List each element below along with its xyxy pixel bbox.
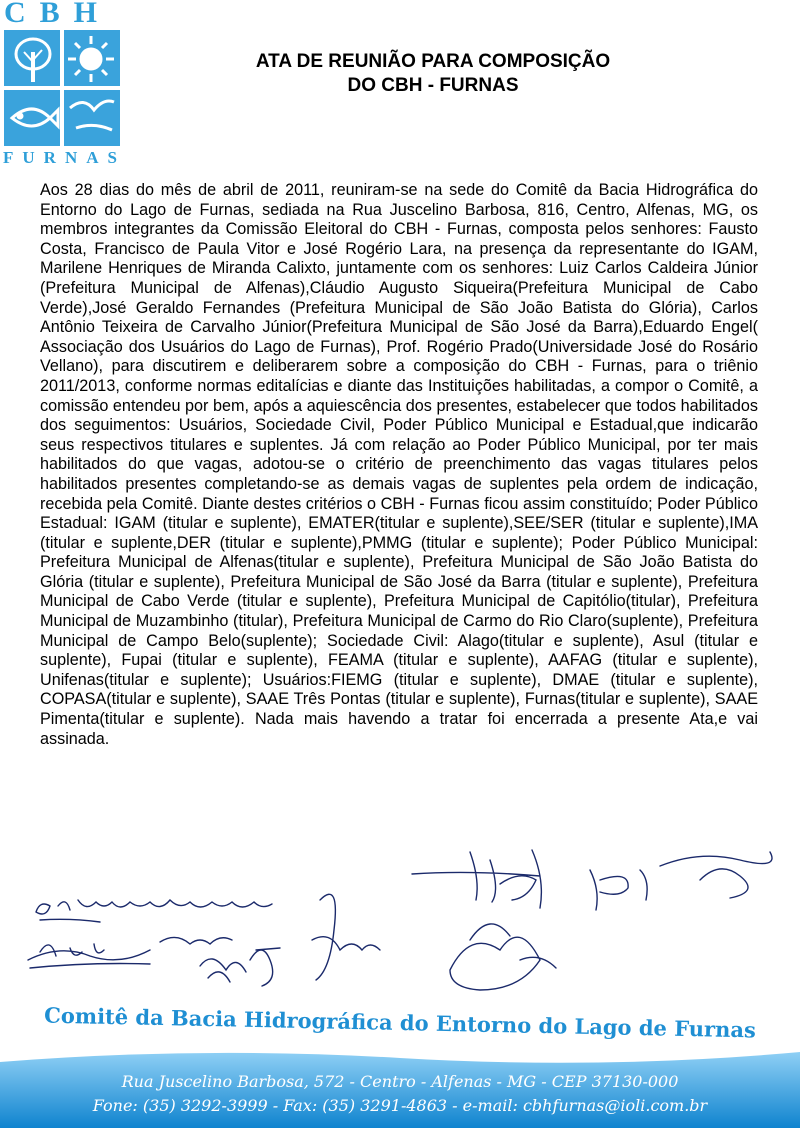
committee-name-heading: Comitê da Bacia Hidrográfica do Entorno do Lago de Furnas bbox=[43, 1002, 757, 1043]
footer-address: Rua Juscelino Barbosa, 572 - Centro - Alfenas - MG - CEP 37130-000 bbox=[121, 1072, 679, 1091]
signature-6 bbox=[250, 948, 280, 986]
cbh-furnas-logo bbox=[2, 0, 126, 168]
logo-bottom-letters: FURNAS bbox=[3, 148, 126, 167]
title-line-1: ATA DE REUNIÃO PARA COMPOSIÇÃO bbox=[255, 51, 611, 72]
document-title bbox=[200, 50, 666, 98]
footer-contact: Fone: (35) 3292-3999 - Fax: (35) 3291-4863 - e-mail: cbhfurnas@ioli.com.br bbox=[92, 1096, 708, 1115]
logo-emblem-graphic bbox=[4, 30, 120, 146]
signature-2 bbox=[590, 852, 772, 910]
signature-1 bbox=[412, 850, 541, 908]
signatures-area bbox=[0, 840, 800, 1010]
signature-3 bbox=[36, 900, 272, 922]
logo-top-letters: CBH bbox=[4, 0, 112, 29]
signature-8 bbox=[450, 924, 556, 990]
signature-4 bbox=[28, 944, 150, 968]
minutes-body-text: Aos 28 dias do mês de abril de 2011, reuniram-se na sede do Comitê da Bacia Hidrográfica do Entorno do Lago de Furnas, sediada na Rua Juscelino Barbosa, 816, Centro, Alfenas, MG, os membros integrantes da Comissão Eleitoral do CBH - Furnas, composta pelos senhores: Fausto Costa, Francisco de Paula Vitor e José Rogério Lara, na presença da representante do IGAM, Marilene Henriques de Miranda Calixto, juntamente com os senhores: Luiz Carlos Caldeira Júnior (Prefeitura Municipal de Alfenas),Cláudio Augusto Siqueira(Prefeitura Municipal de Cabo Verde),José Geraldo Fernandes (Prefeitura Municipal de São João Batista do Glória), Carlos Antônio Teixeira de Carvalho Júnior(Prefeitura Municipal de São José da Barra),Eduardo Engel( Associação dos Usuários do Lago de Furnas), Prof. Rogério Prado(Universidade José do Rosário Vellano), para discutirem e deliberarem sobre a composição do CBH - Furnas, para o triênio 2011/2013, conforme normas editalícias e diante das Instituições habilitadas, a compor o Comitê, a comissão entendeu por bem, após a aquiescência dos presentes, estabelecer que todos habilitados dos seguimentos: Usuários, Sociedade Civil, Poder Público Municipal e Estadual,que indicarão seus respectivos titulares e suplentes. Já com relação ao Poder Público Municipal, por ter mais habilitados do que vagas, adotou-se o critério de preenchimento das vagas titulares pelos habilitados presentes completando-se as demais vagas de suplentes pela ordem de indicação, recebida pela Comitê. Diante destes critérios o CBH - Furnas ficou assim constituído; Poder Público Estadual: IGAM (titular e suplente), EMATER(titular e suplente),SEE/SER (titular e suplente),IMA (titular e suplente,DER (titular e suplente),PMMG (titular e suplente); Poder Público Municipal: Prefeitura Municipal de Alfenas(titular e suplente), Prefeitura Municipal de São João Batista do Glória (titular e suplente), Prefeitura Municipal de São José da Barra (titular e suplente), Prefeitura Municipal de Cabo Verde (titular e suplente), Prefeitura Municipal de Capitólio(titular), Prefeitura Municipal de Muzambinho (titular), Prefeitura Municipal de Carmo do Rio Claro(suplente), Prefeitura Municipal de Campo Belo(suplente); Sociedade Civil: Alago(titular e suplente), Asul (titular e suplente), Fupai (titular e suplente), FEAMA (titular e suplente), AAFAG (titular e suplente), Unifenas(titular e suplente); Usuários:FIEMG (titular e suplente), DMAE (titular e suplente), COPASA(titular e suplente), SAAE Três Pontas (titular e suplente), Furnas(titular e suplente), SAAE Pimenta(titular e suplente). Nada mais havendo a tratar foi encerrada a presente Ata,e vai assinada. bbox=[40, 181, 758, 748]
signature-5 bbox=[160, 937, 246, 982]
logo-emblem bbox=[4, 30, 120, 146]
handwritten-signatures bbox=[0, 840, 800, 1010]
title-line-2: DO CBH - FURNAS bbox=[347, 75, 519, 96]
signature-7 bbox=[312, 894, 380, 980]
